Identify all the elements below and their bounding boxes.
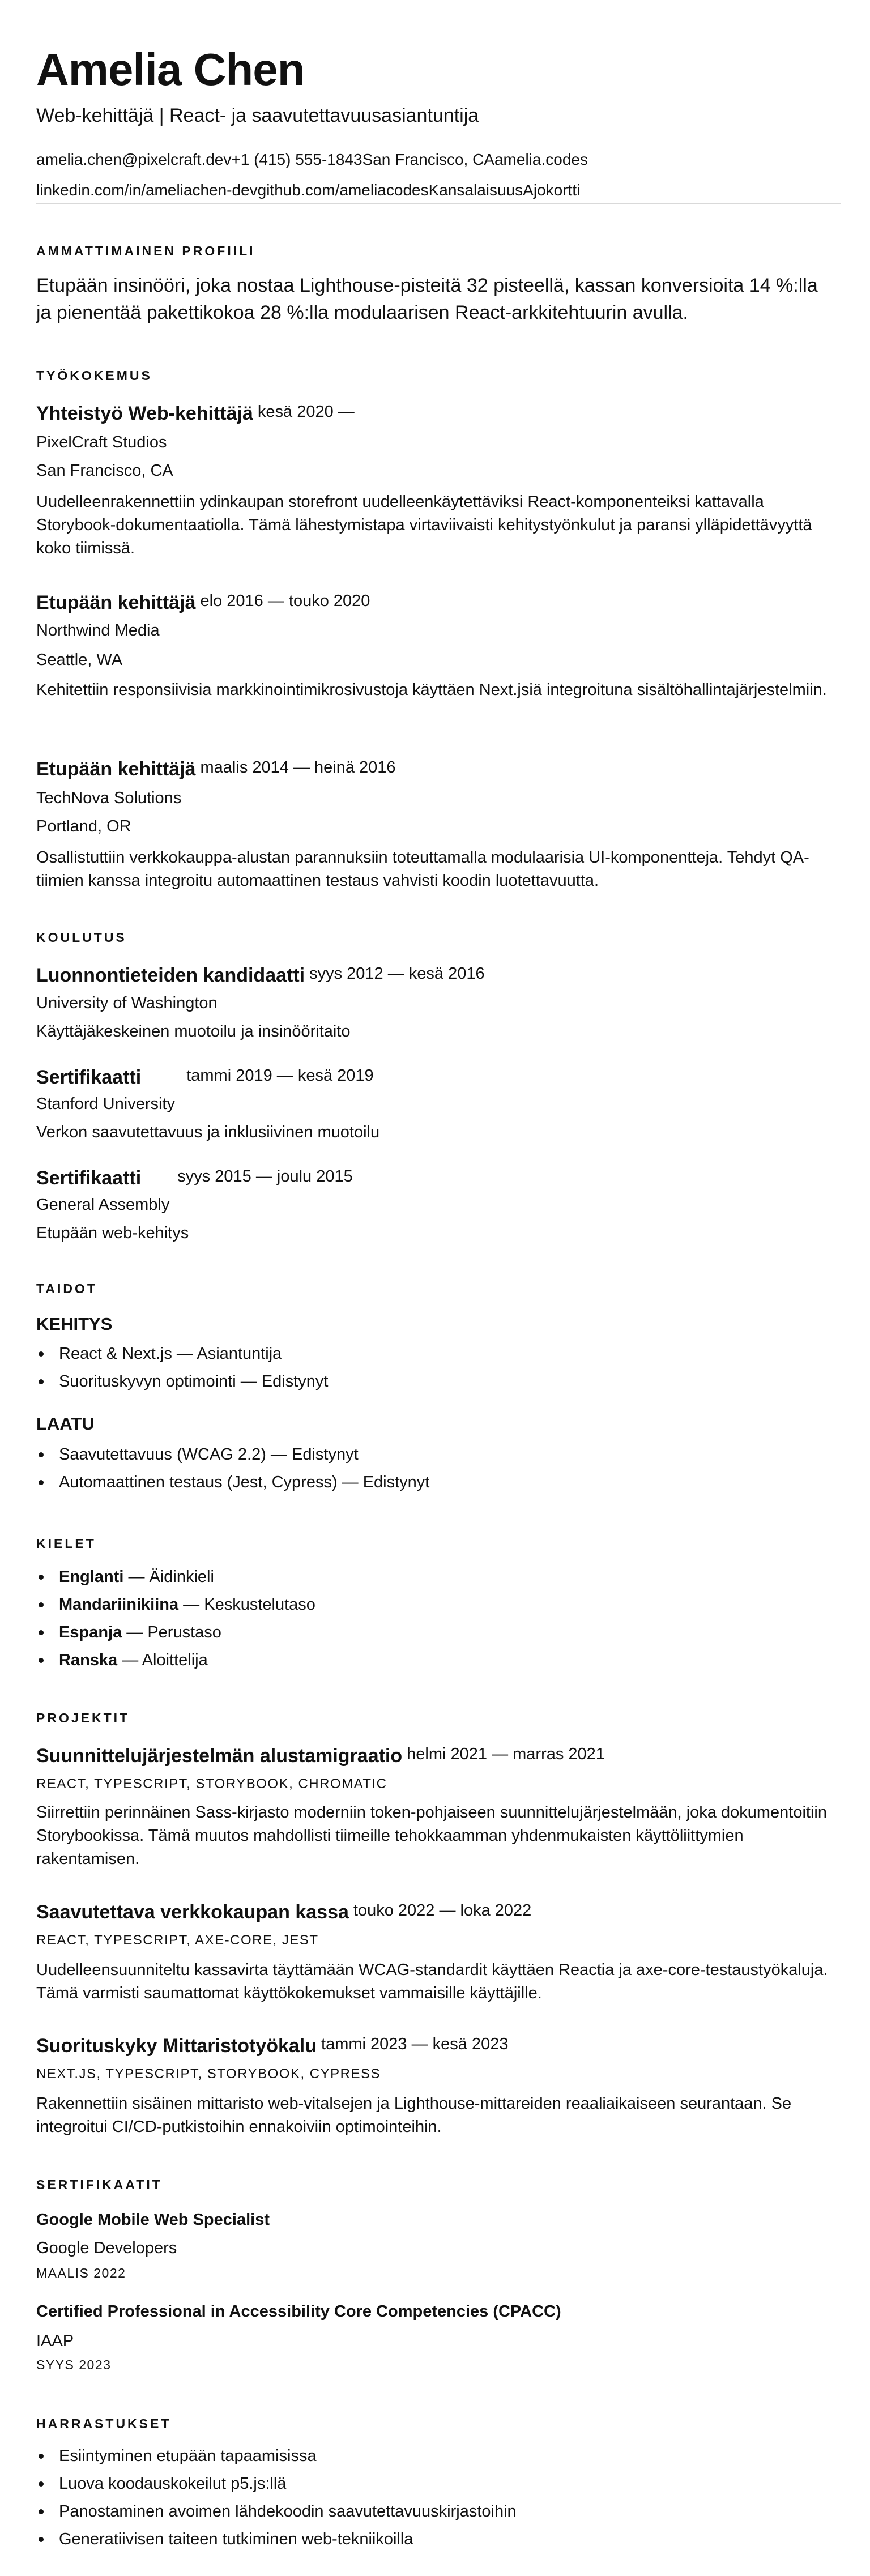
degree-title: Sertifikaatti	[36, 1067, 142, 1088]
experience-role	[36, 401, 355, 427]
experience-description: Kehitettiin responsiivisia markkinointimikrosivustoja käyttäen Next.jsiä integroituna sisältöhallintajärjestelmiin.	[36, 681, 827, 699]
headline: Web-kehittäjä | React- ja saavutettavuusasiantuntija	[36, 105, 479, 126]
skill-list	[36, 1340, 328, 1396]
language-item	[36, 1647, 315, 1674]
experience-company: PixelCraft Studios	[36, 433, 167, 451]
contact-row-primary	[36, 150, 588, 170]
project-tags: REACT, TYPESCRIPT, STORYBOOK, CHROMATIC	[36, 1776, 387, 1792]
project-title	[36, 2033, 508, 2059]
skill-group-title: LAATU	[36, 1414, 95, 1434]
project-tags: NEXT.JS, TYPESCRIPT, STORYBOOK, CYPRESS	[36, 2066, 381, 2082]
education-field: Verkon saavutettavuus ja inklusiivinen muotoilu	[36, 1123, 380, 1141]
education-degree	[36, 1166, 353, 1192]
certification-name: Google Mobile Web Specialist	[36, 2211, 270, 2229]
experience-location: Portland, OR	[36, 817, 131, 835]
project-title	[36, 1900, 531, 1926]
skill-list	[36, 1441, 429, 1496]
experience-location: San Francisco, CA	[36, 462, 173, 480]
degree-dates: syys 2012 — kesä 2016	[309, 965, 485, 983]
degree-dates: tammi 2019 — kesä 2019	[186, 1067, 374, 1085]
certification-issuer: Google Developers	[36, 2239, 177, 2257]
language-name: Ranska	[59, 1651, 118, 1669]
experience-company: TechNova Solutions	[36, 789, 182, 807]
role-dates: elo 2016 — touko 2020	[200, 592, 370, 610]
citizenship-text: Kansalaisuus	[428, 181, 523, 199]
certifications-section-title: SERTIFIKAATIT	[36, 2177, 163, 2192]
project-dates: touko 2022 — loka 2022	[353, 1901, 532, 1920]
language-item	[36, 1563, 315, 1591]
language-level: — Aloittelija	[117, 1651, 208, 1669]
project-name: Saavutettava verkkokaupan kassa	[36, 1901, 349, 1923]
certification-date: SYYS 2023	[36, 2357, 112, 2372]
education-degree	[36, 963, 485, 989]
experience-role	[36, 757, 396, 783]
contact-row-secondary	[36, 180, 580, 201]
website-link[interactable]: amelia.codes	[494, 151, 588, 168]
education-school: General Assembly	[36, 1196, 170, 1214]
role-dates: maalis 2014 — heinä 2016	[200, 758, 396, 777]
project-tags: REACT, TYPESCRIPT, AXE-CORE, JEST	[36, 1933, 319, 1948]
role-dates: kesä 2020 —	[257, 403, 355, 421]
education-section-title: KOULUTUS	[36, 930, 127, 945]
project-description: Uudelleensuunniteltu kassavirta täyttämään WCAG-standardit käyttäen Reactia ja axe-core-testaustyökaluja. Tämä varmisti saumattomat käyttökokemukset vammaisille käyttäjille.	[36, 1961, 828, 2002]
candidate-name: Amelia Chen	[36, 44, 305, 95]
project-dates: tammi 2023 — kesä 2023	[321, 2035, 509, 2053]
hobby-item: Panostaminen avoimen lähdekoodin saavutettavuuskirjastoihin	[36, 2498, 517, 2526]
project-name: Suunnittelujärjestelmän alustamigraatio	[36, 1745, 403, 1767]
projects-section-title: PROJEKTIT	[36, 1711, 130, 1725]
experience-company: Northwind Media	[36, 621, 160, 639]
hobby-item: Esiintyminen etupään tapaamisissa	[36, 2442, 517, 2470]
role-title: Etupään kehittäjä	[36, 592, 196, 613]
project-title	[36, 1743, 605, 1769]
hobby-list	[36, 2442, 517, 2553]
profile-section-title: AMMATTIMAINEN PROFIILI	[36, 244, 255, 258]
hobbies-section-title: HARRASTUKSET	[36, 2416, 172, 2431]
language-level: — Perustaso	[122, 1623, 221, 1641]
hobby-item: Generatiivisen taiteen tutkiminen web-tekniikoilla	[36, 2526, 517, 2553]
role-title: Yhteistyö Web-kehittäjä	[36, 403, 253, 424]
github-link[interactable]: github.com/ameliacodes	[257, 181, 429, 199]
education-degree	[36, 1065, 374, 1091]
certification-issuer: IAAP	[36, 2332, 74, 2350]
location-text: San Francisco, CA	[362, 151, 494, 168]
language-list	[36, 1563, 315, 1674]
header-divider	[36, 203, 841, 204]
education-school: University of Washington	[36, 994, 218, 1012]
role-title: Etupään kehittäjä	[36, 758, 196, 780]
project-description: Rakennettiin sisäinen mittaristo web-vitalsejen ja Lighthouse-mittareiden reaaliaikaiseen seurantaan. Se integroitui CI/CD-putkistoihin ennakoiviin optimointeihin.	[36, 2095, 792, 2136]
driving-licence-text: Ajokortti	[523, 181, 581, 199]
language-item	[36, 1619, 315, 1647]
certification-date: MAALIS 2022	[36, 2266, 126, 2280]
language-level: — Keskustelutaso	[178, 1596, 315, 1614]
education-field: Käyttäjäkeskeinen muotoilu ja insinööritaito	[36, 1022, 351, 1040]
degree-dates: syys 2015 — joulu 2015	[177, 1167, 353, 1185]
skill-item: Suorituskyvyn optimointi — Edistynyt	[36, 1368, 328, 1396]
degree-title: Sertifikaatti	[36, 1167, 142, 1189]
experience-description: Uudelleenrakennettiin ydinkaupan storefront uudelleenkäytettäviksi React-komponenteiksi kattavalla Storybook-dokumentaatiolla. Tämä lähestymistapa virtaviivaisti kehitystyönkulut ja paransi ylläpidettävyyttä koko tiimissä.	[36, 493, 812, 557]
skills-section-title: TAIDOT	[36, 1281, 97, 1296]
experience-description: Osallistuttiin verkkokauppa-alustan parannuksiin toteuttamalla modulaarisia UI-komponentteja. Tehdyt QA-tiimien kanssa integroitu automaattinen testaus vahvisti koodin luotettavuutta.	[36, 848, 809, 890]
language-name: Espanja	[59, 1623, 122, 1641]
hobby-item: Luova koodauskokeilut p5.js:llä	[36, 2470, 517, 2498]
project-description: Siirrettiin perinnäinen Sass-kirjasto moderniin token-pohjaiseen suunnittelujärjestelmään, joka dokumentoitiin Storybookissa. Tämä muutos mahdollisti tiimeille tehokkaamman yhdenmukaisten käyttöliittymien rakentamisen.	[36, 1803, 827, 1868]
skill-group-title: KEHITYS	[36, 1314, 113, 1334]
experience-role	[36, 590, 370, 616]
language-name: Englanti	[59, 1568, 124, 1586]
language-item	[36, 1591, 315, 1619]
profile-summary: Etupään insinööri, joka nostaa Lighthouse-pisteitä 32 pisteellä, kassan konversioita 14 %:lla ja pienentää pakettikokoa 28 %:lla modulaarisen React-arkkitehtuurin avulla.	[36, 275, 818, 323]
experience-section-title: TYÖKOKEMUS	[36, 368, 152, 383]
degree-title: Luonnontieteiden kandidaatti	[36, 965, 305, 986]
language-level: — Äidinkieli	[123, 1568, 214, 1586]
email-link[interactable]: amelia.chen@pixelcraft.dev	[36, 151, 232, 168]
project-name: Suorituskyky Mittaristotyökalu	[36, 2035, 317, 2057]
experience-location: Seattle, WA	[36, 651, 123, 669]
certification-name: Certified Professional in Accessibility Core Competencies (CPACC)	[36, 2302, 561, 2321]
education-field: Etupään web-kehitys	[36, 1224, 189, 1242]
phone-text: +1 (415) 555-1843	[231, 151, 362, 168]
language-name: Mandariinikiina	[59, 1596, 179, 1614]
languages-section-title: KIELET	[36, 1536, 96, 1551]
skill-item: Saavutettavuus (WCAG 2.2) — Edistynyt	[36, 1441, 429, 1469]
linkedin-link[interactable]: linkedin.com/in/ameliachen-dev	[36, 181, 258, 199]
project-dates: helmi 2021 — marras 2021	[407, 1745, 605, 1763]
skill-item: React & Next.js — Asiantuntija	[36, 1340, 328, 1368]
education-school: Stanford University	[36, 1095, 175, 1113]
skill-item: Automaattinen testaus (Jest, Cypress) — Edistynyt	[36, 1469, 429, 1496]
